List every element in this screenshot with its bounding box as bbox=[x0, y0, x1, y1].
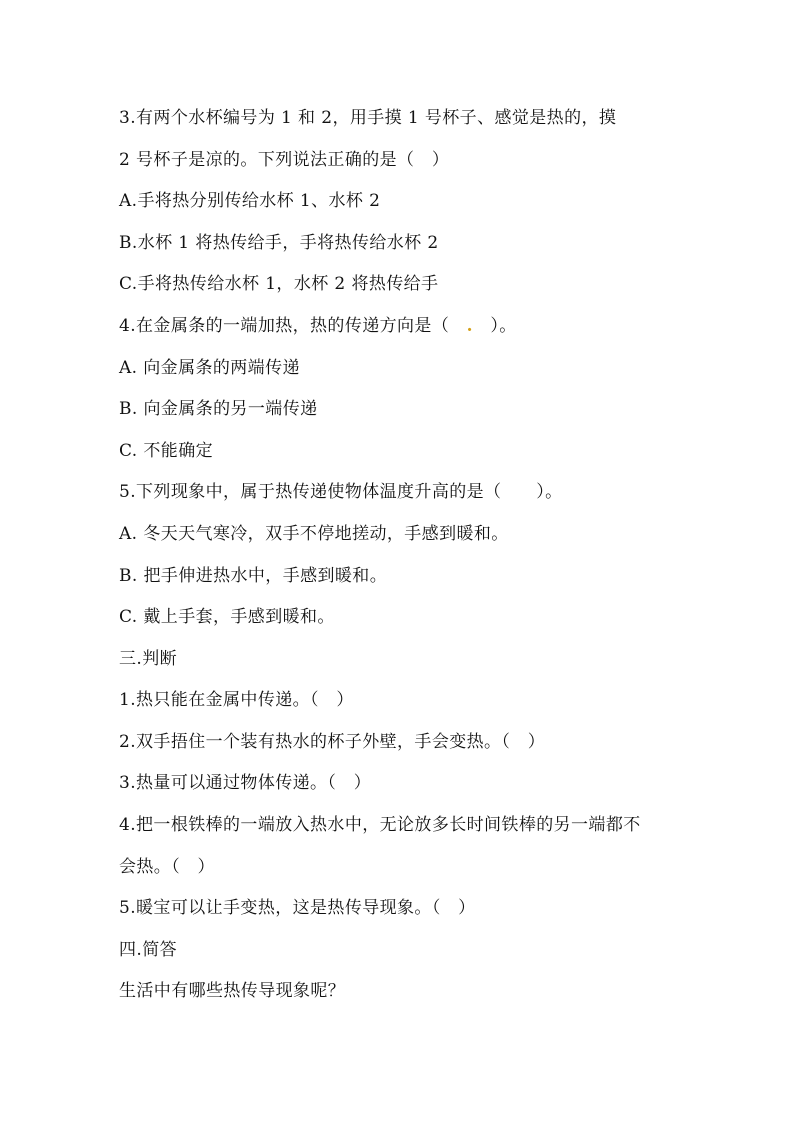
question-4 bbox=[119, 315, 517, 337]
question-5-option-b: B. 把手伸进热水中，手感到暖和。 bbox=[119, 566, 388, 586]
question-4-option-a: A. 向金属条的两端传递 bbox=[119, 358, 300, 378]
question-3-line-2: 2 号杯子是凉的。下列说法正确的是（ ） bbox=[119, 150, 450, 170]
judge-item-5: 5.暖宝可以让手变热，这是热传导现象。（ ） bbox=[119, 898, 476, 918]
question-4-text: 4.在金属条的一端加热，热的传递方向是（ bbox=[119, 316, 467, 336]
judge-item-2: 2.双手捂住一个装有热水的杯子外壁，手会变热。（ ） bbox=[119, 732, 546, 752]
question-5-option-c: C. 戴上手套，手感到暖和。 bbox=[119, 607, 335, 627]
question-3-option-c: C.手将热传给水杯 1，水杯 2 将热传给手 bbox=[119, 274, 439, 294]
section-heading-judge: 三.判断 bbox=[119, 649, 178, 669]
judge-item-3: 3.热量可以通过物体传递。（ ） bbox=[119, 773, 372, 793]
judge-item-4-line-1: 4.把一根铁棒的一端放入热水中，无论放多长时间铁棒的另一端都不 bbox=[119, 815, 641, 835]
question-3-line-1: 3.有两个水杯编号为 1 和 2，用手摸 1 号杯子、感觉是热的，摸 bbox=[119, 108, 617, 128]
question-4-text-end: ）。 bbox=[472, 316, 517, 336]
question-5-option-a: A. 冬天天气寒冷，双手不停地搓动，手感到暖和。 bbox=[119, 524, 509, 544]
short-answer-question: 生活中有哪些热传导现象呢？ bbox=[119, 981, 346, 1001]
question-4-option-c: C. 不能确定 bbox=[119, 441, 214, 461]
judge-item-4-line-2: 会热。（ ） bbox=[119, 857, 215, 877]
question-3-option-a: A.手将热分别传给水杯 1、水杯 2 bbox=[119, 191, 381, 211]
question-4-option-b: B. 向金属条的另一端传递 bbox=[119, 399, 318, 419]
section-heading-short-answer: 四.简答 bbox=[119, 940, 178, 960]
question-3-option-b: B.水杯 1 将热传给手，手将热传给水杯 2 bbox=[119, 233, 439, 253]
question-4-blank-mark: . bbox=[466, 316, 473, 336]
question-5: 5.下列现象中，属于热传递使物体温度升高的是（ ）。 bbox=[119, 482, 563, 502]
judge-item-1: 1.热只能在金属中传递。（ ） bbox=[119, 690, 354, 710]
